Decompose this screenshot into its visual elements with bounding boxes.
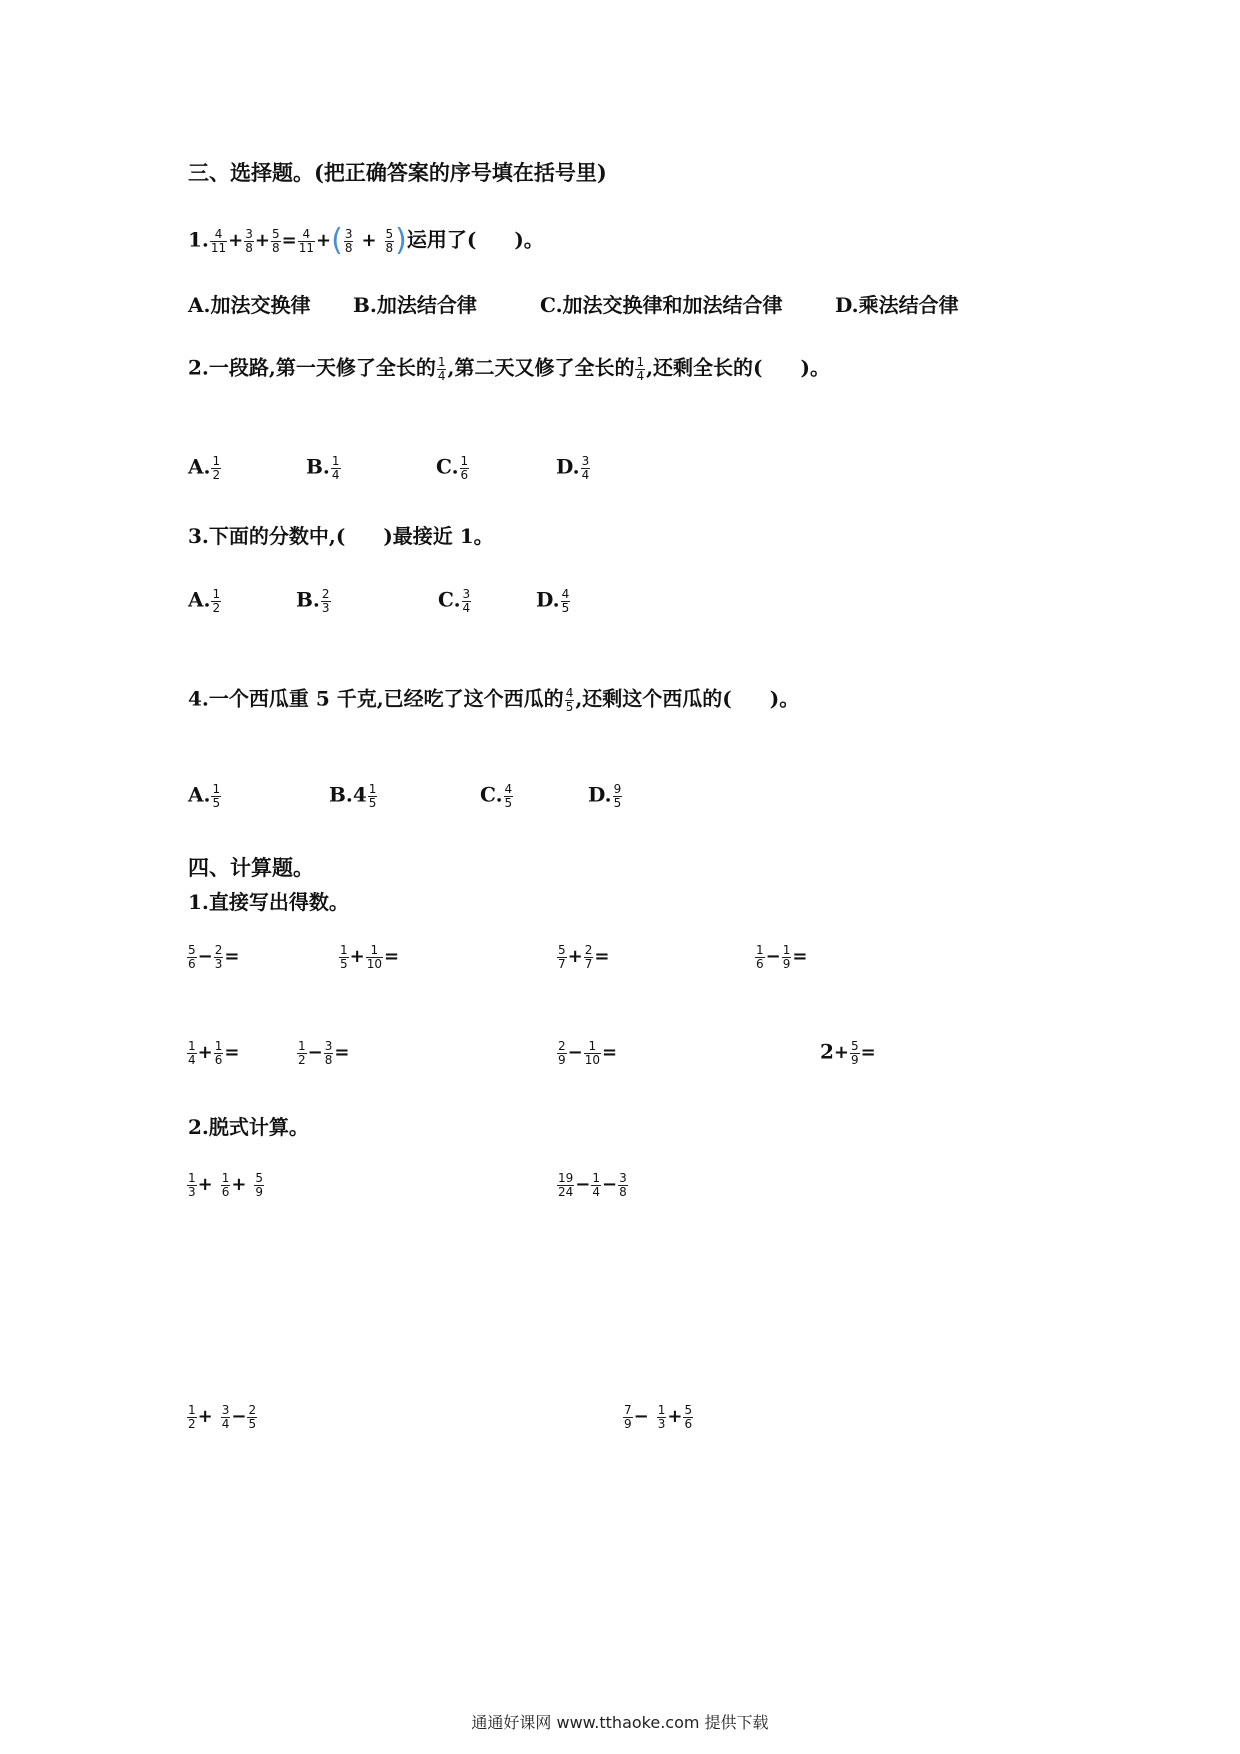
direct-item-1: $\frac{5}{6}$ − $\frac{2}{3}$ = [188,943,240,971]
fraction: $\frac{1}{4}$ [331,454,340,482]
fraction: $\frac{1}{6}$ [756,943,764,971]
fraction: $\frac{1}{5}$ [368,782,377,810]
direct-item-4: $\frac{1}{6}$ − $\frac{1}{9}$ = [756,943,808,971]
fraction: $\frac{5}{8}$ [385,226,394,255]
fraction: $\frac{5}{9}$ [255,1171,264,1199]
fraction: $\frac{9}{5}$ [613,782,622,810]
fraction: $\frac{1}{5}$ [212,782,221,810]
direct-item-2: $\frac{1}{5}$ + $\frac{1}{10}$ = [340,943,400,971]
fraction: $\frac{3}{8}$ [619,1171,627,1199]
q1-option-d: D.乘法结合律 [835,293,959,317]
q3-option-c: C. $\frac{3}{4}$ [438,587,471,615]
q4-option-a: A. $\frac{1}{5}$ [188,782,221,810]
fraction: $\frac{2}{9}$ [558,1039,566,1067]
fraction: $\frac{1}{10}$ [366,943,383,971]
fraction: $\frac{1}{3}$ [657,1403,666,1431]
fraction: $\frac{1}{2}$ [212,587,221,615]
stepwise-item-2: $\frac{19}{24}$ − $\frac{1}{4}$ − $\frac{3}{8}$ [558,1171,627,1199]
q1-option-a: A.加法交换律 [188,293,311,317]
fraction: $\frac{3}{8}$ [324,1039,333,1067]
fraction: $\frac{1}{6}$ [221,1171,230,1199]
fraction: $\frac{1}{4}$ [437,355,446,383]
fraction: $\frac{1}{9}$ [782,943,791,971]
fraction: $\frac{4}{11}$ [210,226,227,255]
q4-option-d: D. $\frac{9}{5}$ [588,782,622,810]
q3-option-b: B. $\frac{2}{3}$ [296,587,330,615]
section-3-title: 三、选择题。(把正确答案的序号填在括号里) [188,160,607,185]
fraction: $\frac{5}{6}$ [684,1403,693,1431]
fraction: $\frac{5}{9}$ [851,1039,859,1067]
fraction: $\frac{4}{5}$ [565,686,574,714]
q1-number: 1. [188,227,209,252]
fraction: $\frac{3}{4}$ [221,1403,230,1431]
stepwise-item-1: $\frac{1}{3}$ + $\frac{1}{6}$ + $\frac{5}{9}$ [188,1171,264,1199]
fraction: $\frac{1}{4}$ [592,1171,601,1199]
question-3: 3.下面的分数中,( )最接近 1。 [188,524,494,548]
fraction: $\frac{1}{6}$ [460,454,469,482]
q2-option-b: B. $\frac{1}{4}$ [306,454,340,482]
section-4-title: 四、计算题。 [188,855,314,880]
fraction: $\frac{1}{3}$ [188,1171,196,1199]
fraction: $\frac{4}{5}$ [504,782,513,810]
fraction: $\frac{4}{11}$ [298,226,315,255]
question-1: 1. $\frac{4}{11}$ + $\frac{3}{8}$ + $\frac{5}{8}$ = $\frac{4}{11}$ +( $\frac{3}{8}$ + $\frac{5}{8}$ )运用了( )。 [188,223,544,258]
q2-option-a: A. $\frac{1}{2}$ [188,454,221,482]
q4-option-b: B.4 $\frac{1}{5}$ [329,782,377,810]
stepwise-item-3: $\frac{1}{2}$ + $\frac{3}{4}$ − $\frac{2}{5}$ [188,1403,257,1431]
sub-question-stepwise: 2.脱式计算。 [188,1115,309,1139]
fraction: $\frac{3}{4}$ [462,587,471,615]
q1-option-b: B.加法结合律 [353,293,477,317]
fraction: $\frac{3}{8}$ [344,226,353,255]
fraction: $\frac{4}{5}$ [561,587,570,615]
fraction: $\frac{1}{6}$ [214,1039,223,1067]
fraction: $\frac{2}{3}$ [321,587,330,615]
fraction: $\frac{5}{7}$ [558,943,566,971]
q1-option-c: C.加法交换律和加法结合律 [540,293,783,317]
fraction: $\frac{3}{8}$ [245,226,253,255]
fraction: $\frac{1}{2}$ [298,1039,306,1067]
footer-credit: 通通好课网 www.tthaoke.com 提供下载 [471,1713,769,1732]
fraction: $\frac{1}{10}$ [584,1039,601,1067]
fraction: $\frac{1}{4}$ [188,1039,196,1067]
sub-question-direct: 1.直接写出得数。 [188,890,349,914]
fraction: $\frac{1}{5}$ [340,943,348,971]
fraction: $\frac{2}{7}$ [584,943,593,971]
fraction: $\frac{3}{4}$ [581,454,590,482]
fraction: $\frac{1}{4}$ [636,355,645,383]
q2-option-d: D. $\frac{3}{4}$ [556,454,590,482]
q2-option-c: C. $\frac{1}{6}$ [436,454,469,482]
fraction: $\frac{1}{2}$ [212,454,221,482]
fraction: $\frac{5}{6}$ [188,943,196,971]
question-2: 2.一段路,第一天修了全长的 $\frac{1}{4}$ ,第二天又修了全长的 $\frac{1}{4}$ ,还剩全长的( )。 [188,355,830,383]
fraction: $\frac{5}{8}$ [272,226,280,255]
fraction: $\frac{19}{24}$ [558,1171,574,1199]
fraction: $\frac{1}{2}$ [188,1403,196,1431]
fraction: $\frac{2}{5}$ [248,1403,257,1431]
q3-option-d: D. $\frac{4}{5}$ [536,587,570,615]
stepwise-item-4: $\frac{7}{9}$ − $\frac{1}{3}$ + $\frac{5}{6}$ [624,1403,693,1431]
question-4: 4.一个西瓜重 5 千克,已经吃了这个西瓜的 $\frac{4}{5}$ ,还剩这个西瓜的( )。 [188,686,800,714]
direct-item-3: $\frac{5}{7}$ + $\frac{2}{7}$ = [558,943,610,971]
fraction: $\frac{7}{9}$ [624,1403,632,1431]
q3-option-a: A. $\frac{1}{2}$ [188,587,221,615]
fraction: $\frac{2}{3}$ [214,943,223,971]
q4-option-c: C. $\frac{4}{5}$ [480,782,513,810]
direct-item-7: $\frac{2}{9}$ − $\frac{1}{10}$ = [558,1039,618,1067]
direct-item-6: $\frac{1}{2}$ − $\frac{3}{8}$ = [298,1039,350,1067]
direct-item-8: 2+ $\frac{5}{9}$ = [820,1039,876,1067]
direct-item-5: $\frac{1}{4}$ + $\frac{1}{6}$ = [188,1039,240,1067]
